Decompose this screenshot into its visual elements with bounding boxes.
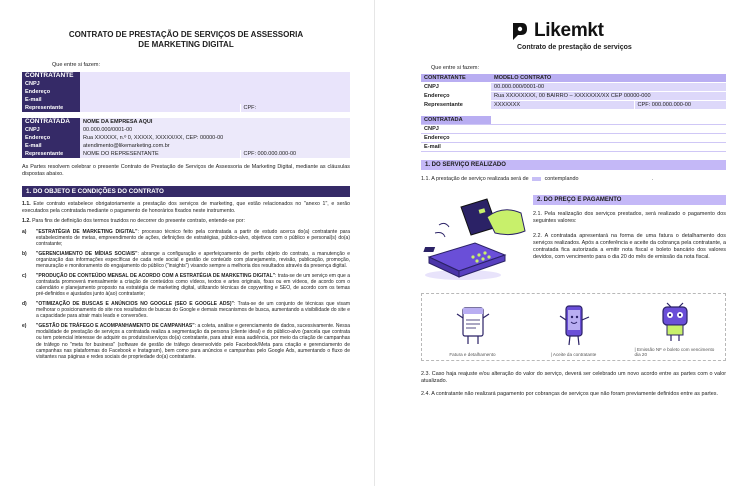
definition-letter: c) xyxy=(22,272,27,279)
step-billing-label: | Emissão NF e boleto com vencimento dia 20 xyxy=(634,347,715,357)
contratada-cnpj-field[interactable] xyxy=(491,125,726,134)
contratada-email-value: atendimento@likemarketing.com.br xyxy=(80,142,350,150)
contratante-cnpj-value: 00.000.000/0001-00 xyxy=(491,83,726,92)
contratante-cnpj-label: CNPJ xyxy=(421,83,491,92)
service-blank-field[interactable] xyxy=(532,177,541,181)
payment-block xyxy=(421,187,726,283)
contratante-name-field[interactable] xyxy=(80,72,350,80)
contratante-table xyxy=(421,74,726,110)
intro-text: Que entre si fazem: xyxy=(52,62,100,68)
contratante-email-label: E-mail xyxy=(22,96,80,104)
contratada-representative-value: NOME DO REPRESENTANTE xyxy=(80,150,240,158)
clause-1-1-text-b: contemplando xyxy=(544,176,579,182)
invoice-character-icon xyxy=(455,304,491,348)
intro-text: Que entre si fazem: xyxy=(431,65,479,71)
payment-text xyxy=(529,187,726,269)
clause-2-2: 2.2. A contratada apresentará na forma de uma fatura o detalhamento dos serviços realizados. Após a conferência e aceite da cobrança pela contratante, a contratada fica autorizada a emitir nota fiscal e boleto bancário dos valores devidos, com vencimento para o dia 20 do mês de emissão da nota fiscal. xyxy=(533,233,726,260)
contratada-address-field[interactable] xyxy=(491,134,726,143)
contract-page-right xyxy=(374,0,746,486)
step-approval xyxy=(534,304,614,357)
robot-character-icon xyxy=(657,299,693,343)
clause-1-1 xyxy=(22,201,350,214)
brand-logo xyxy=(509,20,726,42)
likemkt-logo-icon xyxy=(509,21,529,41)
contratante-representative-label: Representante xyxy=(421,101,491,110)
clause-1-1 xyxy=(421,176,726,183)
contratante-address-field[interactable] xyxy=(80,88,350,96)
step-invoice-label: Fatura e detalhamento xyxy=(449,352,496,357)
definition-letter: a) xyxy=(22,228,27,235)
step-approval-label: | Aceite da contratante xyxy=(550,352,597,357)
clause-1-1-text: Este contrato estabelece obrigatoriamente a prestação dos serviços de marketing, que estão relacionados no "anexo 1", e serão executados pela contratada mediante o pagamento de honorários fixados neste instrumento. xyxy=(22,201,350,214)
clause-1-2-text: Para fins de definição dos termos trazidos no decorrer do presente contrato, entende-se por: xyxy=(30,218,245,225)
document-title-line-1: CONTRATO DE PRESTAÇÃO DE SERVIÇOS DE ASSESSORIA xyxy=(68,30,304,39)
definition-term: "GESTÃO DE TRÁFEGO E ACOMPANHAMENTO DE CAMPANHAS" xyxy=(36,322,195,329)
definition-term: "PRODUÇÃO DE CONTEÚDO MENSAL DE ACORDO COM A ESTRATÉGIA DE MARKETING DIGITAL" xyxy=(36,272,275,279)
contratante-cpf-value: CPF: 000.000.000-00 xyxy=(634,101,726,110)
clause-1-2 xyxy=(22,218,350,225)
contratante-cnpj-field[interactable] xyxy=(80,80,350,88)
clause-1-1-text-a: 1.1. A prestação de serviço realizada será de xyxy=(421,176,529,182)
contratada-heading: CONTRATADA xyxy=(421,116,491,125)
contratante-address-label: Endereço xyxy=(421,92,491,101)
clause-2-1: 2.1. Pela realização dos serviços prestados, será realizado o pagamento dos seguintes valores: xyxy=(533,211,726,224)
contratada-address-value: Rua XXXXXX, n.º 0, XXXXX, XXXXX/XX, CEP: 00000-00 xyxy=(80,134,350,142)
contratante-cpf-field[interactable]: CPF: xyxy=(240,104,350,112)
document-subtitle: Contrato de prestação de serviços xyxy=(517,44,632,51)
definition-term: "OTIMIZAÇÃO DE BUSCAS E ANÚNCIOS NO GOOGLE (SEO E GOOGLE ADS)" xyxy=(36,300,234,307)
contratante-representative-label: Representante xyxy=(22,104,80,112)
document-title-line-2: DE MARKETING DIGITAL xyxy=(138,40,234,49)
parties-paragraph: As Partes resolvem celebrar o presente Contrato de Prestação de Serviços de Assessoria de Marketing Digital, mediante as cláusulas dispostas abaixo. xyxy=(22,164,350,177)
contratante-address-value: Rua XXXXXXXX, 00 BAIRRO – XXXXXXX/XX CEP 00000-000 xyxy=(491,92,726,101)
contratante-name-value: MODELO CONTRATO xyxy=(491,74,726,83)
contratada-email-label: E-mail xyxy=(22,142,80,150)
contratante-heading: CONTRATANTE xyxy=(22,72,80,80)
contratada-address-label: Endereço xyxy=(22,134,80,142)
clause-1-1-text-c: . xyxy=(651,176,653,182)
contratada-representative-label: Representante xyxy=(22,150,80,158)
definition-text: : abrange a configuração e aperfeiçoamento de perfis objeto do contrato, a manutenção e organização das informações específicas de cada rede social e gestão de conteúdo com planejamento, revisão, publicação, promoção, mensuração e monitoramento do engajamento do público ("insights") visando sempre a melhoria dos resultados através da presença digital. xyxy=(36,250,350,270)
definition-item xyxy=(22,273,350,298)
section-heading-object: 1. DO OBJETO E CONDIÇÕES DO CONTRATO xyxy=(22,186,350,197)
definition-text: : Trata-se de um conjunto de técnicas que visam melhorar o posicionamento do site nos resultados de buscas do Google e demais mecanismos de busca, aumentando a visibilidade do site e a capacidade para atrair mais leads e conversões. xyxy=(36,300,350,320)
definition-term: "ESTRATÉGIA DE MARKETING DIGITAL" xyxy=(36,228,138,235)
payment-steps-diagram xyxy=(421,293,726,361)
phone-character-icon xyxy=(556,304,592,348)
contratada-email-field[interactable] xyxy=(491,143,726,152)
definition-item xyxy=(22,229,350,248)
contratada-cnpj-value: 00.000.000/0001-00 xyxy=(80,126,350,134)
definition-item xyxy=(22,323,350,361)
contratada-table xyxy=(22,118,350,158)
contratada-email-label: E-mail xyxy=(421,143,491,152)
clause-2-3: 2.3. Caso haja reajuste e/ou alteração do valor do serviço, deverá ser celebrado um novo acordo entre as partes com o valor atualizado. xyxy=(421,371,726,384)
definition-term: "GERENCIAMENTO DE MÍDIAS SOCIAIS" xyxy=(36,250,138,257)
contratante-representative-field[interactable] xyxy=(80,104,240,112)
clause-2-4: 2.4. A contratante não realizará pagamento por cobranças de serviços que não foram previamente definidos entre as partes. xyxy=(421,391,718,397)
definition-text: : trata-se de um serviço em que a contratada promoverá mensalmente a criação de conteúdos como vídeos, textos e artes originais, fixas ou em vídeos, de acordo com o calendário e planejamento proposto na estratégia de marketing digital, utilizando técnicas de copywriting e SEO, de acordo com os temas pré-definidos e ajustados junto à(ao) contratante; xyxy=(36,272,351,298)
step-billing xyxy=(635,299,715,357)
clause-1-1-number: 1.1. xyxy=(22,201,31,207)
contract-page-left xyxy=(0,0,372,486)
contratante-table xyxy=(22,72,350,112)
clause-1-2-number: 1.2. xyxy=(22,218,31,225)
definition-letter: e) xyxy=(22,322,27,329)
contratante-representative-value: XXXXXXX xyxy=(491,101,634,110)
contratante-heading: CONTRATANTE xyxy=(421,74,491,83)
contratada-cnpj-label: CNPJ xyxy=(421,125,491,134)
definition-item xyxy=(22,251,350,270)
step-invoice xyxy=(433,304,513,357)
definition-letter: d) xyxy=(22,300,27,307)
contratada-cnpj-label: CNPJ xyxy=(22,126,80,134)
definition-text: : processo técnico feito pela contratada a partir de estudo acerca do(a) contratante para estabelecimento de metas, empreendimento de ações, definições de estratégias, público-alvo, objetivos com o público e personal(s) do(a) contratante; xyxy=(36,228,350,248)
contratada-cpf-value: CPF: 000.000.000-00 xyxy=(240,150,350,158)
contratante-address-label: Endereço xyxy=(22,88,80,96)
contratada-table xyxy=(421,116,726,152)
section-heading-payment: 2. DO PREÇO E PAGAMENTO xyxy=(533,195,726,205)
section-heading-service: 1. DO SERVIÇO REALIZADO xyxy=(421,160,726,170)
contratada-address-label: Endereço xyxy=(421,134,491,143)
contratante-cnpj-label: CNPJ xyxy=(22,80,80,88)
definition-item xyxy=(22,301,350,320)
definition-text: : a coleta, análise e gerenciamento de dados, sucessivamente. Nessa modalidade de prestação de serviços a contratada realiza a segmentação da persona (cliente ideal) e do público-alvo (parcela que contrata ou tem potencial interesse de adquirir os produtos/serviços do(a) contratante, para atrair essa audiência, por meio da criação de campanhas de tráfego no "meta for business" (software de gestão de tráfego desenvolvido pelo Facebook/Meta para criação e gerenciamento de campanhas nas plataformas do Facebook e Instagram), bem como para anúncios e campanhas pelo Google Ads, aumentando o fluxo de visitantes nas páginas e redes sociais de propriedade do(a) contratante. xyxy=(36,322,351,361)
brand-name: Likemkt xyxy=(534,20,604,41)
contratante-email-field[interactable] xyxy=(80,96,350,104)
definition-letter: b) xyxy=(22,250,27,257)
contratada-name: NOME DA EMPRESA AQUI xyxy=(80,118,350,126)
contratada-heading: CONTRATADA xyxy=(22,118,80,126)
document-title xyxy=(22,30,350,50)
contratada-name-field[interactable] xyxy=(491,116,726,125)
card-terminal-illustration xyxy=(421,187,529,283)
